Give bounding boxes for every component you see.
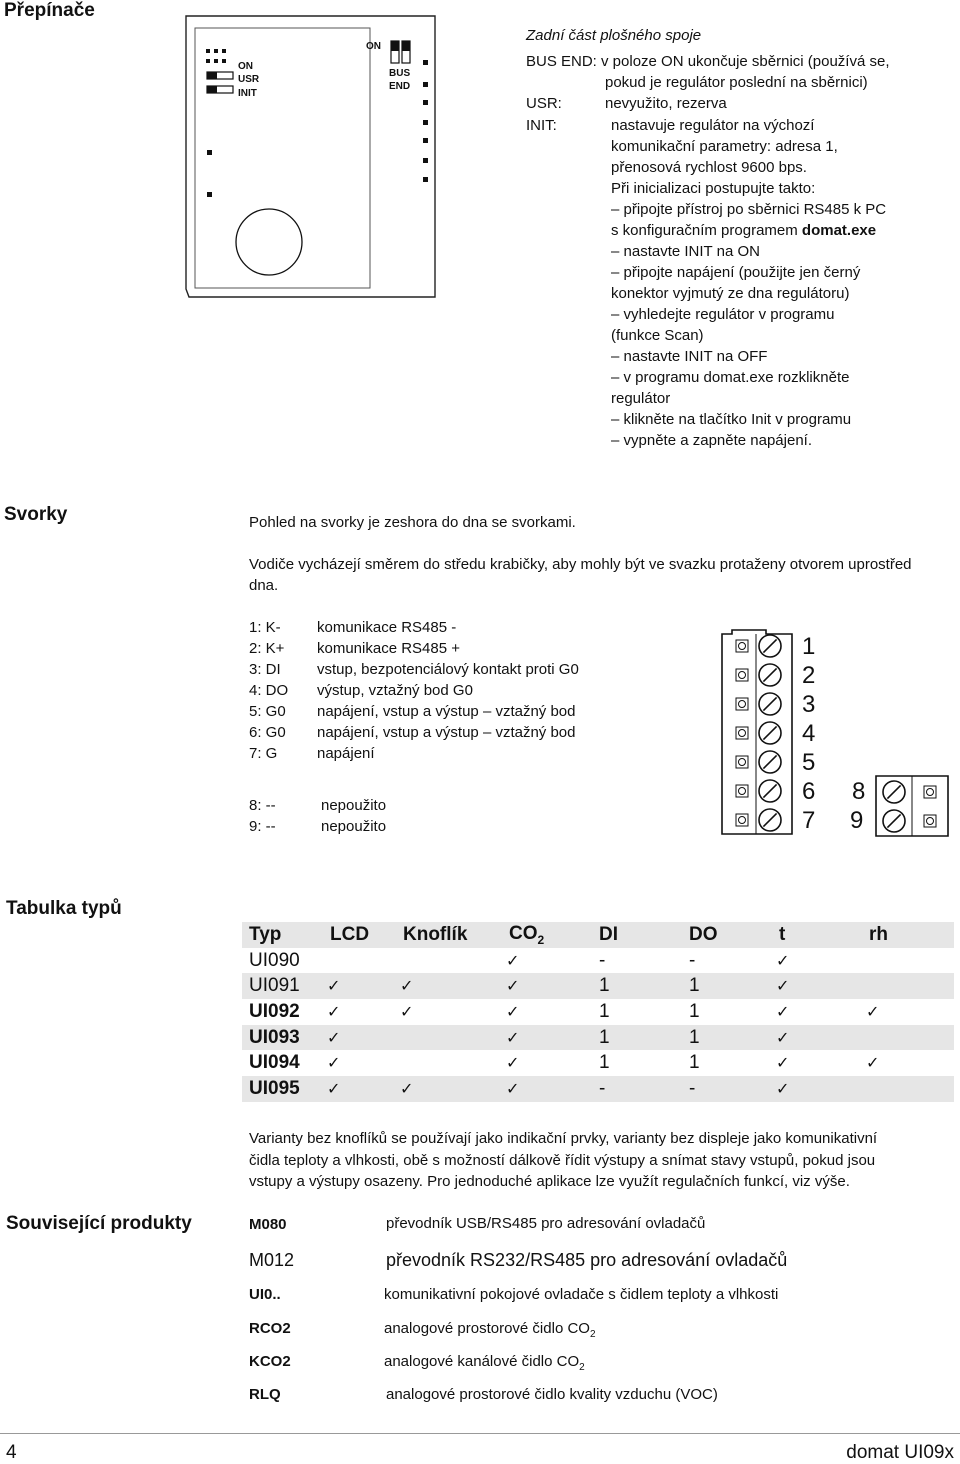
- related-desc-4-sub: 2: [589, 1329, 596, 1340]
- bus-end-desc-1: BUS END: v poloze ON ukončuje sběrnici (používá se,: [526, 53, 890, 70]
- table-cell: [396, 948, 502, 974]
- init-line-2: komunikační parametry: adresa 1,: [611, 138, 838, 155]
- types-header-co: CO: [509, 922, 538, 944]
- check-icon: ✓: [502, 973, 592, 999]
- screw-icon: [759, 664, 781, 686]
- init-line-10: – vyhledejte regulátor v programu: [611, 306, 835, 323]
- types-header-cell: LCD: [323, 922, 396, 948]
- section-heading-types: Tabulka typů: [6, 898, 122, 919]
- related-desc-5-sub: 2: [579, 1362, 585, 1373]
- init-line-11: (funkce Scan): [611, 327, 704, 344]
- board-label-on: ON: [238, 61, 253, 72]
- table-row: [242, 1076, 954, 1102]
- table-cell: 1: [599, 1000, 610, 1022]
- table-cell: [862, 1076, 954, 1102]
- related-desc-4: [384, 1320, 596, 1340]
- terminal-number-1: 1: [802, 633, 816, 660]
- table-cell: -: [689, 949, 696, 971]
- init-line-9: konektor vyjmutý ze dna regulátoru): [611, 285, 850, 302]
- check-icon: ✓: [400, 1003, 414, 1021]
- check-icon: ✓: [506, 1003, 520, 1021]
- related-code-1: M080: [249, 1216, 287, 1233]
- switches-caption: Zadní část plošného spoje: [526, 27, 702, 44]
- board-label-bus: BUS: [389, 68, 411, 79]
- type-name: UI093: [242, 1025, 323, 1051]
- check-icon: ✓: [866, 1003, 880, 1021]
- terminal-number-9: 9: [850, 807, 864, 834]
- check-icon: ✓: [323, 1025, 396, 1051]
- table-row: [242, 948, 954, 974]
- screw-icon: [759, 635, 781, 657]
- check-icon: ✓: [866, 1055, 880, 1073]
- check-icon: ✓: [776, 1003, 790, 1021]
- related-desc-6: analogové prostorové čidlo kvality vzduchu (VOC): [386, 1386, 718, 1403]
- table-cell: [862, 1025, 954, 1051]
- terminal-desc-3: vstup, bezpotenciálový kontakt proti G0: [317, 661, 579, 678]
- check-icon: ✓: [327, 1055, 341, 1073]
- types-header-co-sub: 2: [537, 932, 545, 947]
- table-cell: [862, 948, 954, 974]
- terminal-desc-5: napájení, vstup a výstup – vztažný bod: [317, 703, 576, 720]
- bus-end-desc-2: pokud je regulátor poslední na sběrnici): [605, 74, 868, 91]
- table-cell: 1: [592, 1025, 682, 1051]
- footer-divider: [0, 1433, 960, 1434]
- terminal-number-3: 3: [802, 691, 816, 718]
- types-table: [242, 922, 954, 1102]
- table-cell: -: [682, 1076, 772, 1102]
- types-note-2: čidla teploty a vlhkosti, obě s možností dálkově řídit výstupy a snímat stavy vstupů, pokud jsou: [249, 1152, 876, 1169]
- usr-label: USR:: [526, 95, 562, 112]
- terminal-contact-hole: [739, 672, 746, 679]
- screw-icon: [759, 722, 781, 744]
- check-icon: ✓: [776, 952, 790, 970]
- related-code-6: RLQ: [249, 1386, 281, 1403]
- footer-page-number: 4: [6, 1442, 17, 1463]
- terminal-code-5: 5: G0: [249, 703, 286, 720]
- sensor-circle: [236, 209, 302, 275]
- terminal-desc-7: napájení: [317, 745, 375, 762]
- init-line-7: – nastavte INIT na ON: [611, 243, 760, 260]
- table-cell: 1: [682, 973, 772, 999]
- section-heading-terminals: Svorky: [4, 504, 68, 525]
- table-cell: 1: [689, 1000, 700, 1022]
- init-line-8: – připojte napájení (použijte jen černý: [611, 264, 861, 281]
- terminal-number-7: 7: [802, 807, 816, 834]
- init-label: INIT:: [526, 117, 557, 134]
- terminal-code-6: 6: G0: [249, 724, 286, 741]
- init-line-4: Při inicializaci postupujte takto:: [611, 180, 816, 197]
- terminal-block-diagram: [718, 628, 954, 840]
- check-icon: ✓: [323, 1076, 396, 1102]
- terminal-number-6: 6: [802, 778, 816, 805]
- table-cell: 1: [599, 1052, 610, 1074]
- table-cell: 1: [592, 973, 682, 999]
- related-desc-4-text: analogové prostorové čidlo CO: [384, 1320, 590, 1337]
- related-desc-3: komunikativní pokojové ovladače s čidlem teploty a vlhkosti: [384, 1286, 779, 1303]
- terminal-contact-hole: [739, 817, 746, 824]
- terminal-code-3: 3: DI: [249, 661, 281, 678]
- table-cell: 1: [682, 1025, 772, 1051]
- init-line-14: regulátor: [611, 390, 671, 407]
- type-name: UI091: [242, 973, 323, 999]
- terminal-code-8: 8: --: [249, 797, 276, 814]
- terminals-wires-1: Vodiče vycházejí směrem do středu krabičky, aby mohly být ve svazku protaženy otvorem uprostřed: [249, 556, 912, 573]
- footer-product-name: domat UI09x: [846, 1442, 954, 1463]
- type-name: UI090: [249, 949, 300, 971]
- types-header-cell: rh: [862, 922, 954, 948]
- table-cell: [862, 973, 954, 999]
- board-label-end: END: [389, 81, 411, 92]
- terminal-number-8: 8: [852, 778, 866, 805]
- usr-desc: nevyužito, rezerva: [605, 95, 727, 112]
- section-heading-related: Související produkty: [6, 1213, 192, 1234]
- related-code-5: KCO2: [249, 1353, 291, 1370]
- terminal-number-4: 4: [802, 720, 816, 747]
- table-row: [242, 973, 954, 999]
- related-code-3: UI0..: [249, 1286, 281, 1303]
- types-table-header: [242, 922, 954, 948]
- check-icon: ✓: [502, 1025, 592, 1051]
- pcb-back-diagram: [183, 14, 441, 300]
- terminal-number-5: 5: [802, 749, 816, 776]
- check-icon: ✓: [772, 973, 862, 999]
- check-icon: ✓: [506, 1055, 520, 1073]
- terminal-code-4: 4: DO: [249, 682, 289, 699]
- check-icon: ✓: [772, 1025, 862, 1051]
- terminal-desc-6: napájení, vstup a výstup – vztažný bod: [317, 724, 576, 741]
- terminal-number-2: 2: [802, 662, 816, 689]
- terminal-contact-hole: [739, 643, 746, 650]
- terminal-contact-hole: [739, 701, 746, 708]
- check-icon: ✓: [327, 1003, 341, 1021]
- init-line-6-text: s konfiguračním programem: [611, 222, 802, 239]
- terminals-wires-2: dna.: [249, 577, 279, 594]
- check-icon: ✓: [776, 1055, 790, 1073]
- screw-icon: [883, 781, 905, 803]
- terminal-desc-1: komunikace RS485 -: [317, 619, 457, 636]
- terminal-desc-9: nepoužito: [321, 818, 387, 835]
- init-line-15: – klikněte na tlačítko Init v programu: [611, 411, 852, 428]
- screw-icon: [759, 751, 781, 773]
- program-name: domat.exe: [801, 222, 877, 239]
- terminal-code-7: 7: G: [249, 745, 278, 762]
- related-desc-5-text: analogové kanálové čidlo CO: [384, 1353, 580, 1370]
- types-header-cell: DO: [682, 922, 772, 948]
- check-icon: ✓: [772, 1076, 862, 1102]
- terminals-intro: Pohled na svorky je zeshora do dna se svorkami.: [249, 514, 576, 531]
- related-desc-5: [384, 1353, 585, 1373]
- terminal-code-9: 9: --: [249, 818, 276, 835]
- terminal-desc-2: komunikace RS485 +: [317, 640, 460, 657]
- table-row: [242, 999, 954, 1025]
- types-header-cell: DI: [592, 922, 682, 948]
- types-note-1: Varianty bez knoflíků se používají jako indikační prvky, varianty bez displeje jako komunikativní: [249, 1130, 878, 1147]
- screw-icon: [759, 780, 781, 802]
- terminal-desc-4: výstup, vztažný bod G0: [317, 682, 473, 699]
- screw-icon: [759, 693, 781, 715]
- table-cell: -: [592, 1076, 682, 1102]
- related-desc-2: převodník RS232/RS485 pro adresování ovladačů: [386, 1250, 788, 1270]
- board-label-usr: USR: [238, 74, 260, 85]
- terminal-contact-hole: [927, 818, 934, 825]
- table-row: [242, 1050, 954, 1076]
- init-line-3: přenosová rychlost 9600 bps.: [611, 159, 807, 176]
- board-label-init: INIT: [238, 88, 257, 99]
- check-icon: ✓: [502, 1076, 592, 1102]
- init-line-13: – v programu domat.exe rozklikněte: [611, 369, 850, 386]
- type-name: UI095: [242, 1076, 323, 1102]
- types-header-cell: t: [772, 922, 862, 948]
- check-icon: ✓: [506, 952, 520, 970]
- types-header-cell: Typ: [242, 922, 323, 948]
- table-cell: [396, 1050, 502, 1076]
- type-name: UI092: [249, 1000, 300, 1022]
- types-header-co2: [502, 922, 592, 948]
- types-note-3: vstupy a výstupy osazeny. Pro jednoduché aplikace lze využít regulačních funkcí, viz výše.: [249, 1173, 850, 1190]
- table-row: [242, 1025, 954, 1051]
- type-name: UI094: [249, 1052, 300, 1074]
- init-line-16: – vypněte a zapněte napájení.: [611, 432, 812, 449]
- check-icon: ✓: [396, 1076, 502, 1102]
- table-cell: 1: [689, 1052, 700, 1074]
- table-cell: -: [599, 949, 606, 971]
- screw-icon: [759, 809, 781, 831]
- init-line-5: – připojte přístroj po sběrnici RS485 k PC: [611, 201, 887, 218]
- init-line-6: [611, 220, 876, 241]
- terminal-desc-8: nepoužito: [321, 797, 387, 814]
- section-heading-switches: Přepínače: [4, 0, 95, 21]
- board-label-on-right: ON: [366, 41, 381, 52]
- terminal-code-1: 1: K-: [249, 619, 281, 636]
- check-icon: ✓: [323, 973, 396, 999]
- related-code-4: RCO2: [249, 1320, 291, 1337]
- terminal-contact-hole: [927, 789, 934, 796]
- check-icon: ✓: [396, 973, 502, 999]
- terminal-contact-hole: [739, 759, 746, 766]
- terminal-contact-hole: [739, 730, 746, 737]
- terminal-code-2: 2: K+: [249, 640, 285, 657]
- init-line-12: – nastavte INIT na OFF: [611, 348, 768, 365]
- related-code-2: M012: [249, 1250, 295, 1270]
- init-line-1: nastavuje regulátor na výchozí: [611, 117, 815, 134]
- types-header-cell: Knoflík: [396, 922, 502, 948]
- table-cell: [396, 1025, 502, 1051]
- related-desc-1: převodník USB/RS485 pro adresování ovladačů: [386, 1215, 706, 1232]
- table-cell: [323, 948, 396, 974]
- terminal-contact-hole: [739, 788, 746, 795]
- screw-icon: [883, 810, 905, 832]
